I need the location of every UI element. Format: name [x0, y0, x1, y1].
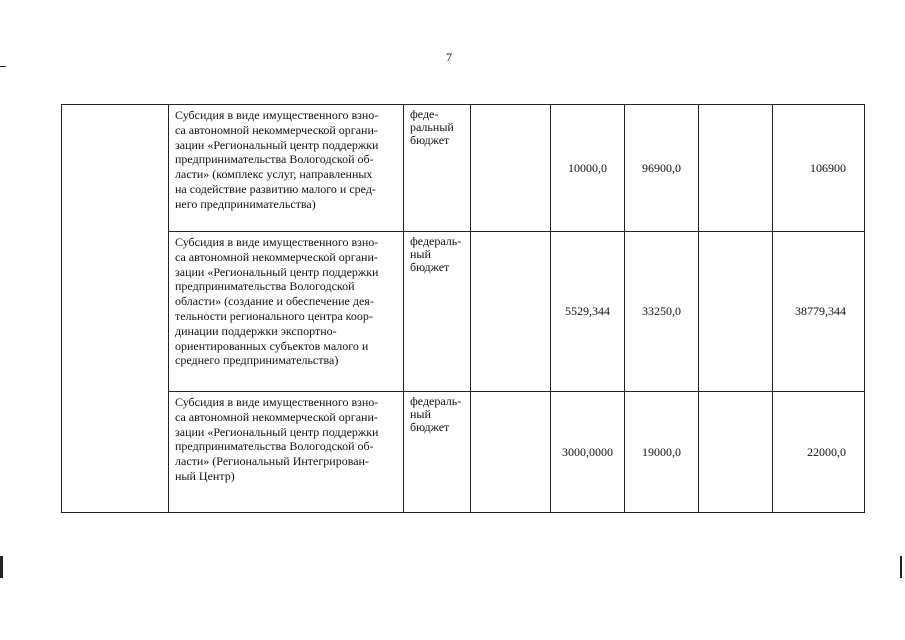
- source-text: федераль- ный бюджет: [410, 394, 462, 435]
- budget-table: [61, 104, 865, 513]
- table-row: [62, 392, 865, 513]
- description-cell: [169, 392, 404, 513]
- description-text: Субсидия в виде имущественного взно- са автономной некоммерческой органи- зации «Региональный центр поддержки предпринимательства Вологодской области» (создание и обеспечение дея- тельности регионального центра коор- динации поддержки экспортно- ориентированных субъектов малого и среднего предпринимательства): [175, 235, 379, 368]
- empty-index-cell: [62, 105, 169, 513]
- empty-cell: [699, 105, 773, 232]
- empty-cell: [471, 105, 551, 232]
- source-cell: [404, 105, 471, 232]
- total-cell: 38779,344: [773, 232, 865, 392]
- table-row: [62, 105, 865, 232]
- source-cell: [404, 392, 471, 513]
- source-text: феде- ральный бюджет: [410, 107, 454, 148]
- empty-cell: [471, 392, 551, 513]
- scan-mark-left-bottom: [0, 556, 3, 578]
- empty-cell: [699, 232, 773, 392]
- source-cell: [404, 232, 471, 392]
- description-text: Субсидия в виде имущественного взно- са автономной некоммерческой органи- зации «Региональный центр поддержки предпринимательства Вологодской об- ласти» (Региональный Интегрирован- ный Центр): [175, 395, 379, 483]
- empty-cell: [699, 392, 773, 513]
- value-2-cell: 33250,0: [625, 232, 699, 392]
- scan-mark-left-top: [0, 66, 6, 67]
- value-2-cell: 96900,0: [625, 105, 699, 232]
- value-2-cell: 19000,0: [625, 392, 699, 513]
- total-cell: 106900: [773, 105, 865, 232]
- source-text: федераль- ный бюджет: [410, 234, 462, 275]
- scan-mark-right-bottom: [900, 556, 902, 578]
- value-1-cell: 10000,0: [551, 105, 625, 232]
- empty-cell: [471, 232, 551, 392]
- value-1-cell: 5529,344: [551, 232, 625, 392]
- description-cell: [169, 232, 404, 392]
- description-cell: [169, 105, 404, 232]
- description-text: Субсидия в виде имущественного взно- са автономной некоммерческой органи- зации «Региональный центр поддержки предпринимательства Вологодской об- ласти» (комплекс услуг, направленных на содействие развитию малого и сред- него предпринимательства): [175, 108, 379, 211]
- total-cell: 22000,0: [773, 392, 865, 513]
- page-number: 7: [446, 50, 452, 64]
- table-row: [62, 232, 865, 392]
- value-1-cell: 3000,0000: [551, 392, 625, 513]
